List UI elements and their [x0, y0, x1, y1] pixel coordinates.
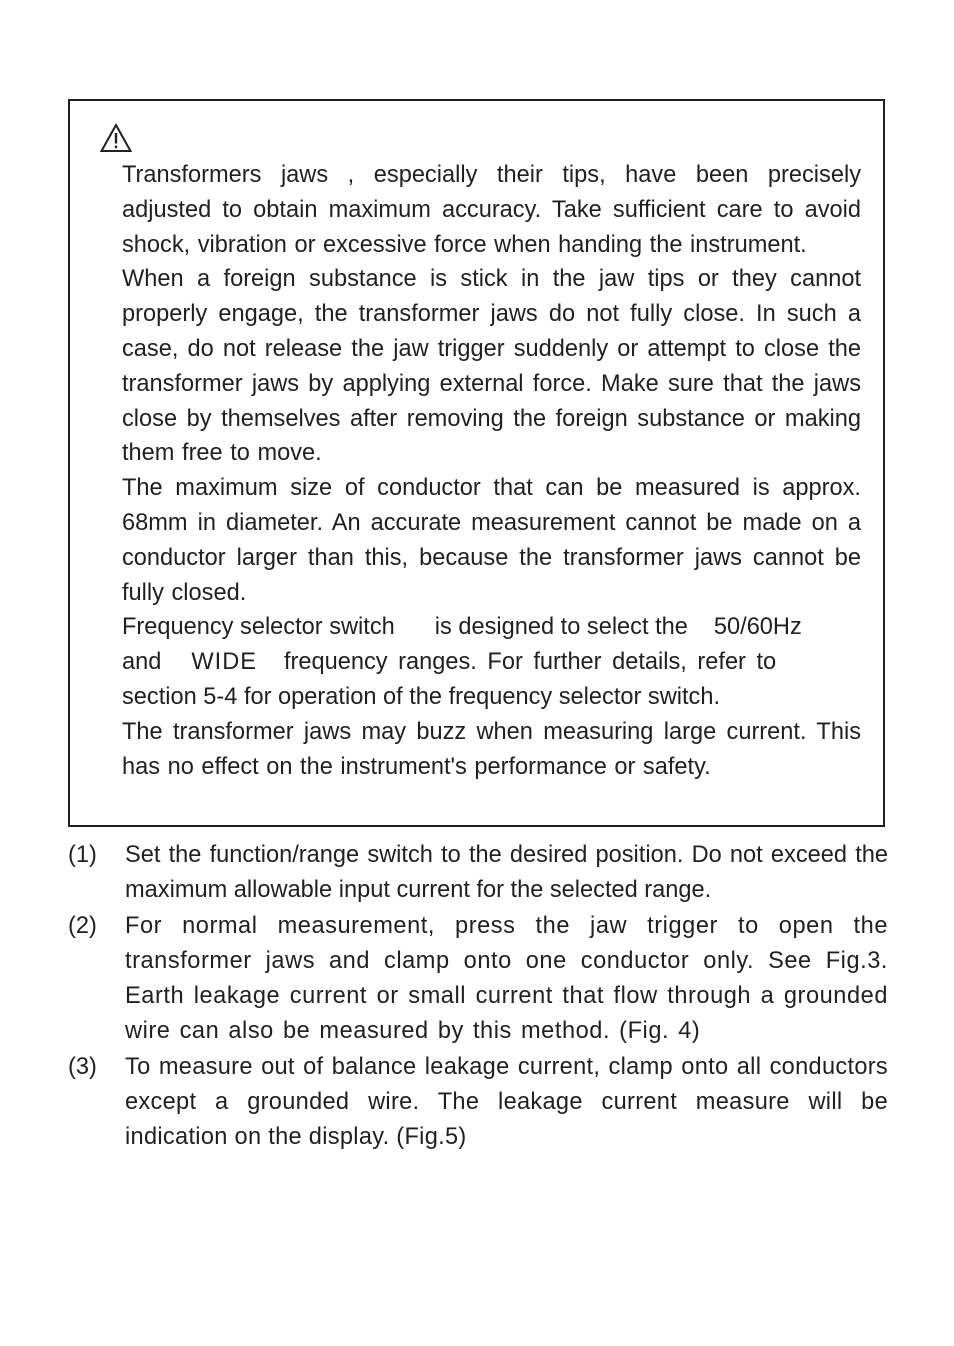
caution-paragraph-jaw-care: Transformers jaws , especially their tips, have been precisely adjusted to obtain maximum accuracy. Take sufficient care to avoid shock, vibration or excessive force when handing the instrument. [122, 162, 861, 258]
caution-body [122, 158, 861, 784]
caution-paragraph-buzz: The transformer jaws may buzz when measuring large current. This has no effect on the instrument's performance or safety. [122, 718, 861, 780]
caution-paragraph-conductor-size: The maximum size of conductor that can be measured is approx. 68mm in diameter. An accurate measurement cannot be made on a conductor larger than this, because the transformer jaws cannot be fully closed. [122, 475, 861, 606]
procedure-step [68, 838, 888, 909]
frequency-text-part: and [122, 649, 162, 676]
step-text: Set the function/range switch to the desired position. Do not exceed the maximum allowable input current for the selected range. [125, 842, 888, 904]
frequency-value-wide: WIDE [191, 649, 257, 676]
warning-triangle-icon [100, 123, 132, 153]
caution-frequency-line-3: section 5-4 for operation of the frequency selector switch. [122, 683, 721, 710]
step-text: To measure out of balance leakage current, clamp onto all conductors except a grounded wire. The leakage current measure will be indication on the display. (Fig.5) [125, 1053, 888, 1151]
procedure-step [68, 1050, 888, 1156]
frequency-text-part: is designed to select the [434, 614, 688, 641]
procedure-step [68, 909, 888, 1050]
caution-paragraph-foreign-substance: When a foreign substance is stick in the jaw tips or they cannot properly engage, the transformer jaws do not fully close. In such a case, do not release the jaw trigger suddenly or attempt to close the transformer jaws by applying external force. Make sure that the jaws close by themselves after removing the foreign substance or making them free to move. [122, 266, 861, 467]
procedure-steps [68, 838, 888, 1156]
step-text: For normal measurement, press the jaw trigger to open the transformer jaws and clamp onto one conductor only. See Fig.3. Earth leakage current or small current that flow through a grounded wire can also be measured by this method. (Fig. 4) [125, 912, 888, 1045]
caution-frequency-line-1 [122, 610, 861, 645]
frequency-text-part: Frequency selector switch [122, 614, 395, 641]
caution-box [68, 99, 885, 827]
frequency-value-50-60hz: 50/60Hz [713, 614, 802, 641]
step-number: (1) [68, 842, 97, 868]
caution-frequency-line-2 [122, 645, 861, 680]
step-number: (2) [68, 912, 97, 939]
frequency-text-part: frequency ranges. For further details, refer to [283, 649, 777, 676]
step-number: (3) [68, 1053, 97, 1080]
